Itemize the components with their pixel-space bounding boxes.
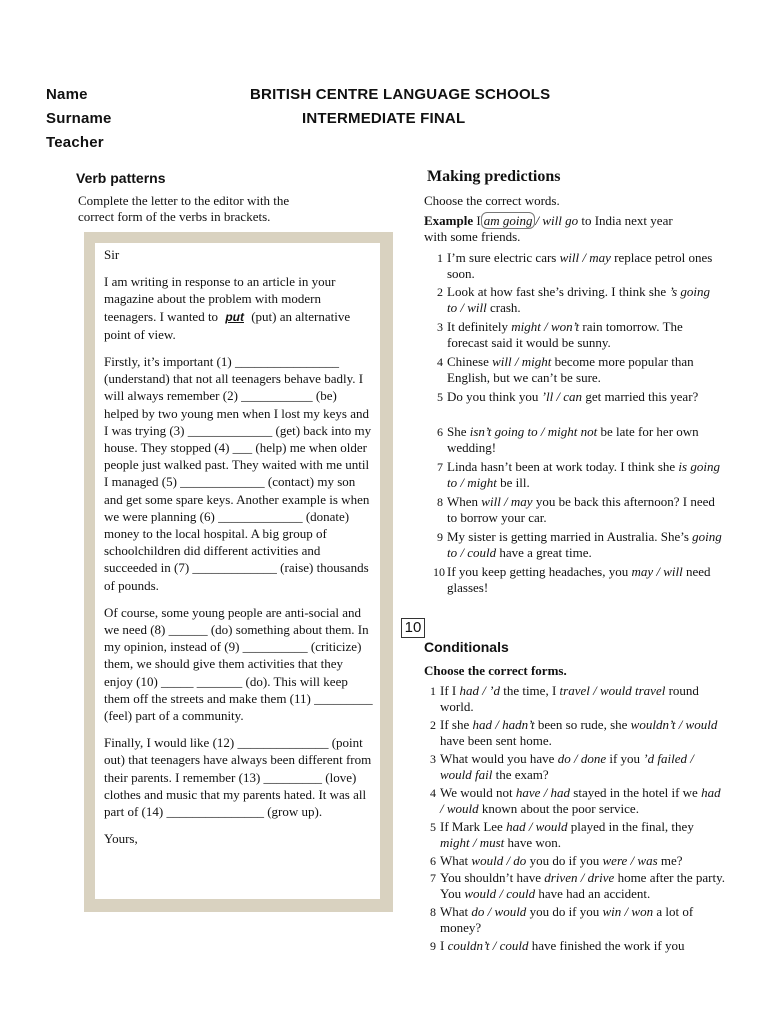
item-text: home after the party. You: [440, 870, 726, 901]
item-text: if you: [606, 751, 644, 766]
conditional-item: [430, 683, 725, 715]
item-text: known about the poor service.: [478, 801, 639, 816]
item-text: What would you have: [440, 751, 558, 766]
letter-intro-text-end: (put) an alternative point of view.: [104, 308, 351, 342]
example-text-end: to India next year: [581, 213, 673, 228]
item-text: be ill.: [496, 475, 530, 490]
item-text: When: [447, 494, 482, 509]
item-options[interactable]: will / might: [492, 354, 552, 369]
item-options[interactable]: would / could: [464, 886, 536, 901]
item-text: If you keep getting headaches, you: [447, 564, 632, 579]
item-text: She: [447, 424, 470, 439]
item-number: 3: [437, 320, 443, 334]
letter-closing: Yours,: [104, 831, 138, 847]
item-options[interactable]: will / may: [559, 250, 611, 265]
letter-paragraph-3: Finally, I would like (12) ______________ (point out) that teenagers have always been different from their parents. I remember (13) _________ (love) clothes and music that my parents hated. It was all part of (14) _______________ (grow up).: [104, 735, 372, 820]
item-text: Chinese: [447, 354, 493, 369]
conditional-item: [430, 819, 725, 851]
conditional-item: [430, 785, 725, 817]
example-label: Example: [424, 213, 474, 228]
item-text: played in the final, they: [567, 819, 694, 834]
item-number: 4: [430, 786, 436, 800]
surname-label: Surname: [46, 110, 112, 127]
prediction-item: [437, 459, 722, 491]
example-answer: put: [225, 309, 244, 324]
item-text: you be back this afternoon? I need to borrow your car.: [447, 494, 715, 525]
school-name: BRITISH CENTRE LANGUAGE SCHOOLS: [250, 86, 551, 103]
letter-paragraph-1: Firstly, it’s important (1) ________________ (understand) that not all teenagers behave badly. I will always remember (2) ___________ (be) helped by two young men when I lost my keys and I was trying (3) _____________ (get) back into my house. They stopped (4) ___ (help) me when older people just walked past. They waited with me until I managed (5) _____________ (contact) my son and get some spare keys. Another example is when we were planning (6) _____________ (donate) money to the local hospital. A big group of schoolchildren did different activities and succeeded in (7) _____________ (raise) thousands of pounds.: [104, 354, 372, 593]
item-text: been so rude, she: [534, 717, 631, 732]
item-text: have won.: [504, 835, 561, 850]
item-options[interactable]: ’ll / can: [541, 389, 583, 404]
item-text: be late for her own wedding!: [447, 424, 699, 455]
example-option: / will go: [535, 213, 579, 228]
item-options[interactable]: will / may: [481, 494, 533, 509]
item-text: need glasses!: [447, 564, 711, 595]
prediction-item: [437, 319, 722, 351]
item-number: 1: [430, 684, 436, 698]
conditional-item: [430, 751, 725, 783]
predictions-instruction: Choose the correct words.: [424, 193, 560, 208]
item-number: 8: [437, 495, 443, 509]
item-options[interactable]: going to / could: [447, 529, 722, 560]
item-number: 3: [430, 752, 436, 766]
name-label: Name: [46, 86, 88, 103]
score-box: 10: [401, 618, 425, 638]
item-text: have had an accident.: [535, 886, 651, 901]
item-options[interactable]: ’d failed / would fail: [440, 751, 694, 782]
verb-patterns-instruction-2: correct form of the verbs in brackets.: [78, 209, 271, 224]
item-text: Look at how fast she’s driving. I think she: [447, 284, 670, 299]
item-number: 6: [437, 425, 443, 439]
item-options[interactable]: may / will: [631, 564, 683, 579]
conditional-item: [430, 870, 726, 902]
prediction-item: [437, 354, 722, 386]
conditional-item: [430, 717, 725, 749]
item-text: a lot of money?: [440, 904, 694, 935]
predictions-title: Making predictions: [427, 168, 561, 185]
prediction-item: [437, 389, 722, 405]
item-options[interactable]: were / was: [602, 853, 658, 868]
prediction-item: [433, 564, 722, 596]
item-text: What: [440, 904, 472, 919]
exam-title: INTERMEDIATE FINAL: [302, 110, 466, 127]
item-number: 2: [437, 285, 443, 299]
item-text: We would not: [440, 785, 516, 800]
item-options[interactable]: have / had: [515, 785, 571, 800]
item-text: get married this year?: [582, 389, 699, 404]
item-options[interactable]: driven / drive: [544, 870, 615, 885]
item-options[interactable]: would / do: [471, 853, 527, 868]
item-options[interactable]: might / must: [440, 835, 505, 850]
item-text: stayed in the hotel if we: [570, 785, 702, 800]
item-text: Do you think you: [447, 389, 542, 404]
item-options[interactable]: had / ’d: [459, 683, 500, 698]
item-options[interactable]: ’s going to / will: [447, 284, 710, 315]
conditional-item: [430, 904, 725, 936]
item-text: the exam?: [492, 767, 549, 782]
item-number: 7: [430, 871, 436, 885]
item-number: 4: [437, 355, 443, 369]
prediction-item: [437, 529, 722, 561]
prediction-item: [437, 284, 722, 316]
item-text: you do if you: [526, 904, 603, 919]
conditional-item: [430, 938, 725, 954]
item-options[interactable]: is going to / might: [447, 459, 720, 490]
item-text: have a great time.: [496, 545, 592, 560]
item-options[interactable]: couldn’t / could: [447, 938, 529, 953]
prediction-item: [437, 424, 722, 456]
predictions-example: [424, 213, 744, 245]
conditional-item: [430, 853, 725, 869]
item-text: have finished the work if you: [528, 938, 685, 953]
letter-paragraph-intro: [104, 273, 374, 343]
item-options[interactable]: might / won’t: [511, 319, 580, 334]
item-text: My sister is getting married in Australia. She’s: [447, 529, 693, 544]
conditionals-instruction: Choose the correct forms.: [424, 663, 567, 678]
item-text: If I: [440, 683, 460, 698]
item-options[interactable]: had / would: [506, 819, 568, 834]
item-text: I: [440, 938, 448, 953]
item-options[interactable]: travel / would travel: [559, 683, 666, 698]
item-text: If she: [440, 717, 473, 732]
item-text: me?: [657, 853, 683, 868]
item-options[interactable]: had / would: [440, 785, 721, 816]
example-text-line2: with some friends.: [424, 229, 521, 244]
item-number: 5: [437, 390, 443, 404]
item-text: the time, I: [499, 683, 560, 698]
item-text: If Mark Lee: [440, 819, 507, 834]
verb-patterns-instruction-1: Complete the letter to the editor with the: [78, 193, 290, 208]
example-circled-answer: am going: [481, 212, 536, 229]
item-options[interactable]: win / won: [602, 904, 654, 919]
prediction-item: [437, 250, 722, 282]
item-number: 7: [437, 460, 443, 474]
item-text: You shouldn’t have: [440, 870, 545, 885]
conditionals-title: Conditionals: [424, 639, 509, 655]
letter-paragraph-2: Of course, some young people are anti-social and we need (8) ______ (do) something about them. In my opinion, instead of (9) __________ (criticize) them, we should give them activities that they enjoy (10) _____ _______ (do). This will keep them off the streets and make them (11) _________ (feel) part of a community.: [104, 604, 373, 724]
verb-patterns-title: Verb patterns: [76, 170, 166, 186]
item-text: round world.: [440, 683, 699, 714]
item-number: 2: [430, 718, 436, 732]
item-number: 10: [433, 565, 445, 579]
item-number: 6: [430, 854, 436, 868]
item-number: 9: [430, 939, 436, 953]
item-text: become more popular than English, but we can’t be sure.: [447, 354, 694, 385]
item-text: replace petrol ones soon.: [447, 250, 713, 281]
item-options[interactable]: do / would: [471, 904, 527, 919]
item-text: Linda hasn’t been at work today. I think she: [447, 459, 679, 474]
item-options[interactable]: do / done: [557, 751, 607, 766]
letter-body: [104, 246, 374, 858]
prediction-item: [437, 494, 722, 526]
letter-intro-text: I am writing in response to an article in your magazine about the problem with modern teenagers. I wanted to: [104, 274, 336, 324]
item-number: 9: [437, 530, 443, 544]
item-options[interactable]: isn’t going to / might not: [469, 424, 598, 439]
item-text: It definitely: [447, 319, 512, 334]
item-text: crash.: [486, 300, 521, 315]
item-number: 8: [430, 905, 436, 919]
example-text: I: [476, 213, 481, 228]
item-text: you do if you: [526, 853, 603, 868]
item-text: have been sent home.: [440, 733, 552, 748]
item-options[interactable]: wouldn’t / would: [630, 717, 718, 732]
item-text: rain tomorrow. The forecast said it would be sunny.: [447, 319, 683, 350]
item-number: 5: [430, 820, 436, 834]
item-number: 1: [437, 251, 443, 265]
teacher-label: Teacher: [46, 134, 104, 151]
item-text: What: [440, 853, 472, 868]
item-options[interactable]: had / hadn’t: [472, 717, 535, 732]
item-text: I’m sure electric cars: [447, 250, 560, 265]
letter-salutation: Sir: [104, 247, 120, 262]
